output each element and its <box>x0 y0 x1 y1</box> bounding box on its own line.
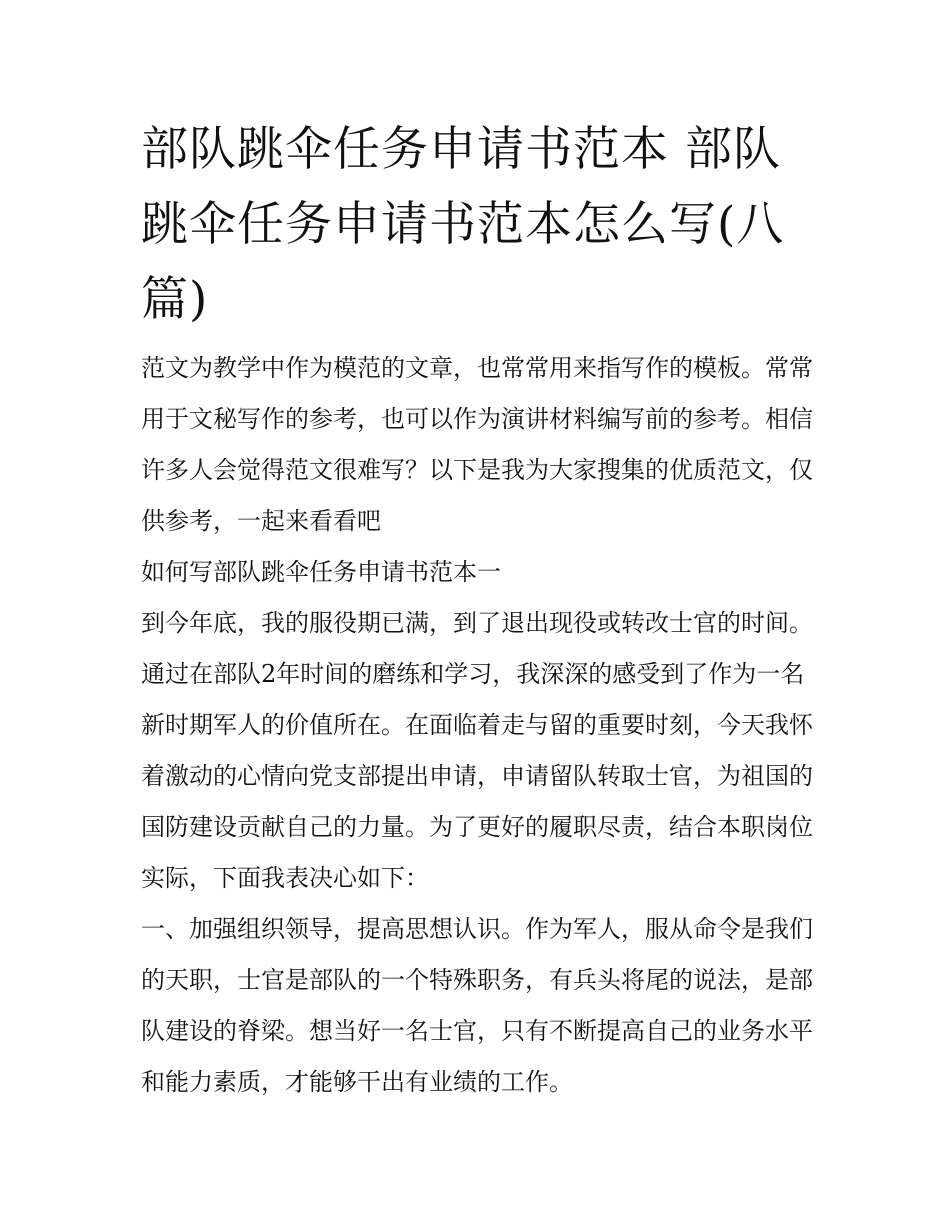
document-title: 部队跳伞任务申请书范本 部队跳伞任务申请书范本怎么写(八篇) <box>141 122 785 327</box>
title-block <box>141 112 813 337</box>
body-paragraph: 一、加强组织领导，提高思想认识。作为军人，服从命令是我们的天职，士官是部队的一个特殊职务，有兵头将尾的说法，是部队建设的脊梁。想当好一名士官，只有不断提高自己的业务水平和能力素质，才能够干出有业绩的工作。 <box>141 915 813 1096</box>
body-paragraph: 到今年底，我的服役期已满，到了退出现役或转改士官的时间。通过在部队2年时间的磨练和学习，我深深的感受到了作为一名新时期军人的价值所在。在面临着走与留的重要时刻，今天我怀着激动的心情向党支部提出申请，申请留队转取士官，为祖国的国防建设贡献自己的力量。为了更好的履职尽责，结合本职岗位实际，下面我表决心如下： <box>141 609 813 892</box>
section-heading: 如何写部队跳伞任务申请书范本一 <box>141 558 501 586</box>
document-content <box>141 112 813 1108</box>
intro-paragraph: 范文为教学中作为模范的文章，也常常用来指写作的模板。常常用于文秘写作的参考，也可以作为演讲材料编写前的参考。相信许多人会觉得范文很难写？以下是我为大家搜集的优质范文，仅供参考，一起来看看吧 <box>141 354 813 535</box>
